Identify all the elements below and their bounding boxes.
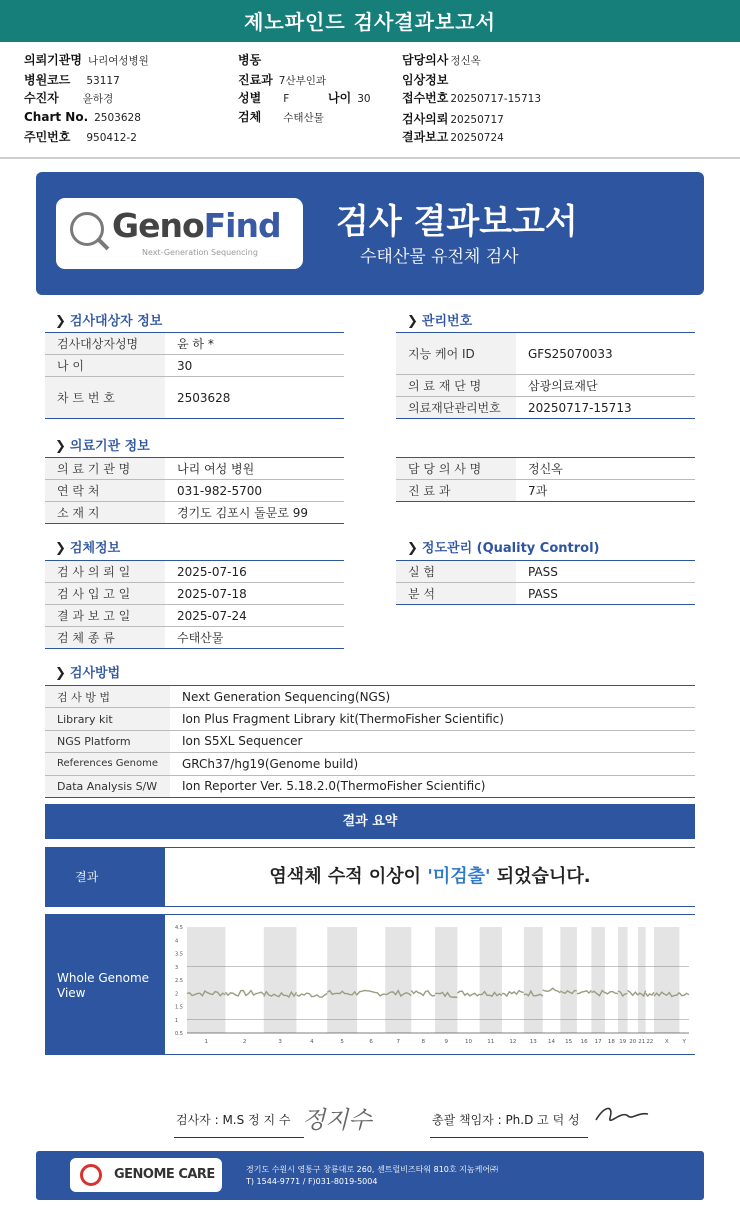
section-qc: ❯ 정도관리 (Quality Control) bbox=[407, 541, 600, 556]
x-tick-label: 19 bbox=[619, 1039, 627, 1045]
copy-number-series bbox=[357, 991, 385, 997]
x-tick-label: 20 bbox=[629, 1039, 637, 1045]
director-signature bbox=[592, 1100, 652, 1130]
tester-signature: 정지수 bbox=[302, 1106, 372, 1134]
genome-care-logo: GENOME CARE bbox=[70, 1158, 222, 1192]
whole-genome-row bbox=[45, 914, 695, 1055]
subject-table: 검사대상자성명 윤 하 * 나 이 30 차 트 번 호 2503628 bbox=[45, 332, 344, 419]
x-tick-label: Y bbox=[682, 1039, 686, 1045]
banner-subtitle: 수태산물 유전체 검사 bbox=[360, 247, 519, 267]
x-tick-label: 5 bbox=[340, 1039, 344, 1045]
report-banner bbox=[36, 172, 704, 295]
x-tick-label: 8 bbox=[421, 1039, 425, 1045]
info-code: 병원코드 53117 bbox=[24, 73, 120, 87]
chromosome-band bbox=[327, 927, 357, 1033]
footer-address: 경기도 수원시 영통구 창룡대로 260, 센트럴비즈타워 810호 지놈케어㈜ T) 1544-9771 / F)031-8019-5004 bbox=[246, 1165, 499, 1186]
y-tick-label: 3.5 bbox=[175, 951, 183, 958]
info-specimen: 검체 수태산물 bbox=[238, 110, 324, 124]
x-tick-label: 10 bbox=[465, 1039, 473, 1045]
chevron-right-icon: ❯ bbox=[407, 314, 418, 329]
x-tick-label: 3 bbox=[278, 1039, 282, 1045]
info-request-date: 검사의뢰 20250717 bbox=[402, 112, 504, 126]
x-tick-label: 21 bbox=[638, 1039, 646, 1045]
result-label: 결과 bbox=[45, 848, 165, 906]
chromosome-band bbox=[435, 927, 457, 1033]
x-tick-label: 11 bbox=[487, 1039, 495, 1045]
method-table: 검 사 방 법 Next Generation Sequencing(NGS) Library kit Ion Plus Fragment Library kit(ThermoFisher Scientific) NGS Platform Ion S5XL Sequencer References Genome GRCh37/hg19(Genome build) Data Analysis S/W Ion Reporter Ver. 5.18.2.0(ThermoFisher Scientific) bbox=[45, 685, 695, 798]
copy-number-series bbox=[628, 990, 638, 995]
x-tick-label: 15 bbox=[565, 1039, 573, 1045]
copy-number-series bbox=[577, 990, 592, 993]
chevron-right-icon: ❯ bbox=[55, 439, 66, 454]
qc-table: 실 험 PASS 분 석 PASS bbox=[396, 560, 695, 605]
result-row bbox=[45, 847, 695, 907]
info-dept: 진료과 7산부인과 bbox=[238, 73, 327, 87]
section-method: ❯ 검사방법 bbox=[55, 666, 121, 681]
request-info-panel bbox=[0, 42, 740, 159]
x-tick-label: 7 bbox=[396, 1039, 400, 1045]
info-patient: 수진자 윤하경 bbox=[24, 91, 114, 105]
page-title: 제노파인드 검사결과보고서 bbox=[0, 0, 740, 42]
info-report-date: 결과보고 20250724 bbox=[402, 130, 504, 144]
info-sex: 성별 F bbox=[238, 91, 290, 105]
x-tick-label: 17 bbox=[594, 1039, 602, 1045]
chromosome-band bbox=[187, 927, 225, 1033]
info-receipt: 접수번호 20250717-15713 bbox=[402, 91, 542, 105]
x-tick-label: 6 bbox=[369, 1039, 373, 1045]
copy-number-series bbox=[297, 993, 328, 997]
x-tick-label: 12 bbox=[509, 1039, 517, 1045]
info-clinical: 임상정보 bbox=[402, 73, 449, 87]
copy-number-series bbox=[679, 993, 689, 996]
y-tick-label: 2.5 bbox=[175, 978, 183, 984]
copy-number-series bbox=[605, 992, 618, 994]
x-tick-label: 1 bbox=[204, 1039, 208, 1045]
chromosome-band bbox=[385, 927, 411, 1033]
chevron-right-icon: ❯ bbox=[55, 666, 66, 681]
chromosome-band bbox=[524, 927, 543, 1033]
y-tick-label: 0.5 bbox=[175, 1031, 183, 1037]
chromosome-band bbox=[591, 927, 604, 1033]
y-tick-label: 2 bbox=[175, 991, 179, 998]
result-text: 염색체 수적 이상이 '미검출' 되었습니다. bbox=[269, 866, 591, 887]
y-tick-label: 4 bbox=[175, 938, 179, 945]
y-tick-label: 3 bbox=[175, 964, 179, 971]
management-table: 지능 케어 ID GFS25070033 의 료 재 단 명 삼광의료재단 의료재단관리번호 20250717-15713 bbox=[396, 332, 695, 419]
x-tick-label: 9 bbox=[444, 1039, 449, 1045]
x-tick-label: 16 bbox=[580, 1039, 588, 1045]
x-tick-label: 18 bbox=[607, 1039, 615, 1045]
banner-title: 검사 결과보고서 bbox=[336, 202, 578, 242]
chevron-right-icon: ❯ bbox=[55, 314, 66, 329]
copy-number-series bbox=[543, 988, 561, 993]
x-tick-label: X bbox=[664, 1039, 669, 1045]
specimen-table: 검 사 의 뢰 일 2025-07-16 검 사 입 고 일 2025-07-18 결 과 보 고 일 2025-07-24 검 체 종 류 수태산물 bbox=[45, 560, 344, 649]
footer bbox=[36, 1151, 704, 1200]
info-rrn: 주민번호 950412-2 bbox=[24, 130, 137, 144]
info-doctor: 담당의사 정신옥 bbox=[402, 53, 481, 67]
x-tick-label: 2 bbox=[242, 1039, 247, 1045]
chromosome-band bbox=[638, 927, 646, 1033]
copy-number-series bbox=[411, 990, 435, 996]
y-tick-label: 1 bbox=[175, 1017, 179, 1024]
section-management: ❯ 관리번호 bbox=[407, 314, 473, 329]
info-ward: 병동 bbox=[238, 53, 262, 67]
info-age: 나이 30 bbox=[328, 91, 371, 105]
y-tick-label: 1.5 bbox=[175, 1004, 183, 1011]
x-tick-label: 4 bbox=[310, 1039, 314, 1045]
section-subject: ❯ 검사대상자 정보 bbox=[55, 314, 163, 329]
doctor-table: 담 당 의 사 명 정신옥 진 료 과 7과 bbox=[396, 457, 695, 502]
chromosome-band bbox=[560, 927, 577, 1033]
y-tick-label: 4.5 bbox=[175, 925, 183, 931]
whole-genome-label: Whole Genome View bbox=[45, 915, 165, 1054]
copy-number-series bbox=[502, 991, 524, 996]
section-specimen: ❯ 검체정보 bbox=[55, 541, 121, 556]
info-chart-no: Chart No. 2503628 bbox=[24, 110, 141, 124]
chromosome-band bbox=[480, 927, 502, 1033]
whole-genome-chart bbox=[173, 921, 693, 1049]
copy-number-series bbox=[225, 991, 263, 996]
chevron-right-icon: ❯ bbox=[55, 541, 66, 556]
director-signature-label: 총괄 책임자 : Ph.D 고 덕 성 bbox=[432, 1113, 580, 1127]
genofind-logo: GenoFind Next-Generation Sequencing bbox=[56, 198, 303, 269]
summary-header: 결과 요약 bbox=[45, 804, 695, 839]
genome-care-icon bbox=[80, 1164, 102, 1186]
copy-number-series bbox=[457, 991, 479, 996]
institution-table: 의 료 기 관 명 나리 여성 병원 연 락 처 031-982-5700 소 재 지 경기도 김포시 돌문로 99 bbox=[45, 457, 344, 524]
chromosome-band bbox=[618, 927, 628, 1033]
copy-number-series bbox=[646, 992, 654, 996]
info-hospital: 의뢰기관명 나리여성병원 bbox=[24, 53, 149, 67]
x-tick-label: 22 bbox=[646, 1039, 654, 1045]
x-tick-label: 14 bbox=[547, 1039, 555, 1045]
chromosome-band bbox=[264, 927, 297, 1033]
x-tick-label: 13 bbox=[529, 1039, 537, 1045]
chromosome-band bbox=[654, 927, 679, 1033]
section-institution: ❯ 의료기관 정보 bbox=[55, 439, 150, 454]
tester-signature-label: 검사자 : M.S 정 지 수 bbox=[176, 1113, 291, 1127]
chevron-right-icon: ❯ bbox=[407, 541, 418, 556]
